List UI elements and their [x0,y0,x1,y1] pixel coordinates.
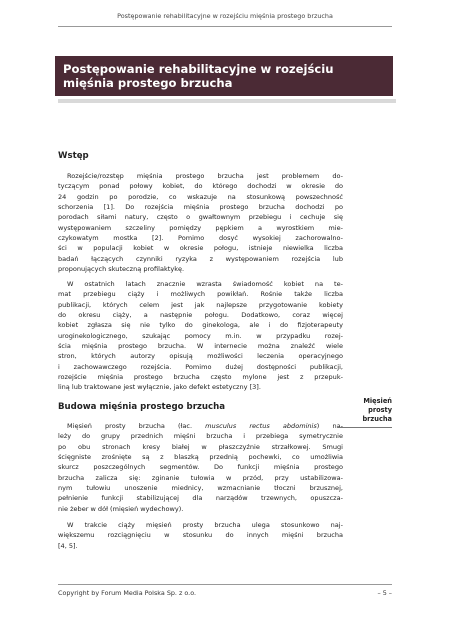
text-line: liną lub traktowane jest wyłącznie, jako defekt estetyczny [3]. [58,383,261,392]
margin-note-line: brzucha [362,415,392,423]
title-shadow [58,99,396,103]
text-line: po obu stronach kresy białej w płaszczyźnie strzałkowej. Smugi [58,442,343,451]
text-line: stron, których autorzy opisują możliwości leczenia operacyjnego [58,352,343,361]
article-title-line: Postępowanie rehabilitacyjne w rozejściu [63,62,334,76]
header-divider [58,26,392,27]
section-heading-intro: Wstęp [58,151,89,161]
page-number: – 5 – [377,589,392,597]
text-line: do okresu ciąży, a następnie połogu. Dodatkowo, coraz więcej [58,311,343,320]
latin-term: musculus rectus abdominis [205,422,317,430]
text-line: uroginekologicznego, szukając pomocy m.in. w przypadku rozej- [58,331,343,340]
text-line: ścia mięśnia prostego brzucha. W internecie można znaleźć wiele [58,342,343,351]
text-line: występowaniem szczeliny pomiędzy pępkiem a wyrostkiem mie- [58,223,343,232]
text-line [58,421,343,431]
text-line: proponujących skuteczną profilaktykę. [58,265,185,274]
text-fragment: ) na- [316,422,343,430]
text-line: rozejście mięśnia prostego brzucha często mylone jest z przepuk- [58,373,343,382]
text-line: i zachowawczego rozejścia. Pomimo dużej dostępności publikacji, [58,362,343,371]
text-line: pełnienie funkcji stabilizującej dla narządów trzewnych, opuszcza- [58,494,343,503]
text-line: publikacji, których celem jest jak najlepsze przygotowanie kobiety [58,300,343,309]
text-line: W ostatnich latach znacznie wzrasta świadomość kobiet na te- [67,280,343,288]
section-heading-anatomy: Budowa mięśnia prostego brzucha [58,402,226,412]
text-line: skurcz poszczególnych segmentów. Do funkcji mięśnia prostego [58,463,343,472]
anatomy-paragraph-2 [58,520,343,551]
text-line: nie żeber w dół (mięsień wydechowy). [58,504,184,513]
text-line: tyczącym ponad połowy kobiet, do którego dochodzi w okresie do [58,182,343,191]
text-line: brzucha zalicza się: zginanie tułowia w przód, przy ustabilizowa- [58,473,343,482]
footer-divider [58,584,392,585]
margin-note-line: Mięsień prosty [363,397,392,414]
text-line: Rozejście/rozstęp mięśnia prostego brzucha jest problemem do- [67,172,343,180]
text-line: ści w populacji kobiet w okresie połogu, istnieje niewielka liczba [58,244,343,253]
text-fragment: Mięsień prosty brzucha (łac. [67,422,206,430]
text-line: schorzenia [1]. Do rozejścia mięśnia prostego brzucha dochodzi po [58,203,343,212]
text-line: W trakcie ciąży mięsień prosty brzucha ulega stosunkowo naj- [67,521,343,529]
text-line: [4, 5]. [58,541,78,550]
text-line: 24 godzin po porodzie, co wskazuje na stosunkową powszechność [58,192,343,201]
text-line: nym tułowiu unoszenie miednicy, wzmacnianie tłoczni brzusznej, [58,484,343,493]
intro-paragraph-2 [58,279,343,393]
intro-paragraph-1 [58,171,343,274]
anatomy-paragraph-1 [58,421,343,514]
text-line: porodach siłami natury, często o gwałtownym przebiegu i cechuje się [58,213,343,222]
article-title-line: mięśnia prostego brzucha [63,76,233,90]
text-line: badań łączących czynniki ryzyka z występowaniem rozejścia lub [58,254,343,263]
text-line: kobiet zgłasza się nie tylko do ginekologa, ale i do fizjoterapeuty [58,321,343,330]
text-line: leży do grupy przednich mięśni brzucha i przebiega symetrycznie [58,432,343,441]
text-line: czykowatym mostka [2]. Pomimo dosyć wysokiej zachorowalno- [58,234,343,243]
article-title [55,56,393,96]
footer-copyright: Copyright by Forum Media Polska Sp. z o.o. [58,589,197,597]
running-header: Postępowanie rehabilitacyjne w rozejściu mięśnia prostego brzucha [117,12,333,20]
margin-note [338,397,392,428]
text-line: mat przebiegu ciąży i możliwych powikłań. Rośnie także liczba [58,290,343,299]
text-line: większemu rozciągnięciu w stosunku do innych mięśni brzucha [58,531,343,540]
text-line: ścięgniste zrośnięte są z blaszką przednią pochewki, co umożliwia [58,453,343,462]
